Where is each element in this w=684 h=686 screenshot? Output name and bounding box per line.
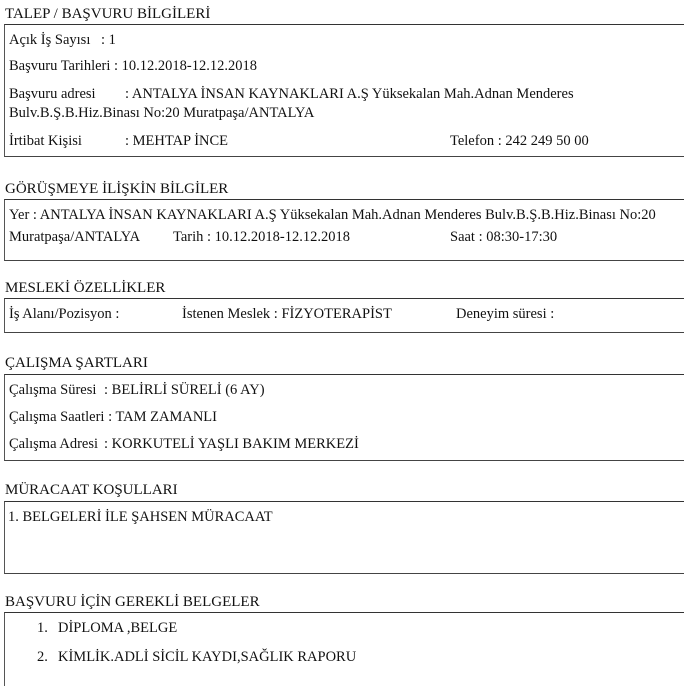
belge-item-text: DİPLOMA ,BELGE — [58, 620, 178, 636]
acik-is-value: : 1 — [101, 32, 116, 48]
basvuru-tarih-row — [9, 58, 257, 75]
belge-item-number: 1. — [37, 620, 48, 636]
telefon: Telefon : 242 249 50 00 — [450, 133, 589, 149]
basvuru-adres-label: Başvuru adresi — [9, 86, 96, 102]
calisma-suresi-label: Çalışma Süresi — [9, 382, 97, 398]
gorusme-box — [4, 199, 684, 261]
section-title-talep: TALEP / BAŞVURU BİLGİLERİ — [5, 6, 211, 22]
section-title-muracaat: MÜRACAAT KOŞULLARI — [5, 482, 178, 498]
deneyim-suresi: Deneyim süresi : — [456, 306, 555, 322]
calisma-box — [4, 374, 684, 461]
istenen-meslek: İstenen Meslek : FİZYOTERAPİST — [182, 306, 392, 322]
calisma-adresi-value: : KORKUTELİ YAŞLI BAKIM MERKEZİ — [104, 436, 359, 452]
acik-is-row — [9, 32, 116, 49]
basvuru-adres-row — [9, 86, 574, 103]
muracaat-box — [4, 501, 684, 574]
calisma-suresi-value: : BELİRLİ SÜRELİ (6 AY) — [104, 382, 265, 398]
belge-item-text: KİMLİK.ADLİ SİCİL KAYDI,SAĞLIK RAPORU — [58, 649, 357, 665]
irtibat-label: İrtibat Kişisi — [9, 133, 82, 149]
basvuru-tarih-label: Başvuru Tarihleri — [9, 58, 111, 74]
irtibat-row — [9, 133, 228, 150]
belge-item-number: 2. — [37, 649, 48, 665]
calisma-saatleri-label: Çalışma Saatleri — [9, 409, 105, 425]
gorusme-yer-1: Yer : ANTALYA İNSAN KAYNAKLARI A.Ş Yüksekalan Mah.Adnan Menderes Bulv.B.Ş.B.Hiz.Binası No:20 — [9, 207, 656, 223]
section-title-mesleki: MESLEKİ ÖZELLİKLER — [5, 280, 166, 296]
mesleki-box — [4, 298, 684, 333]
basvuru-tarih-value: : 10.12.2018-12.12.2018 — [114, 58, 258, 74]
belgeler-box — [4, 612, 684, 686]
calisma-saatleri-row — [9, 409, 217, 426]
section-title-calisma: ÇALIŞMA ŞARTLARI — [5, 355, 148, 371]
section-title-gorusme: GÖRÜŞMEYE İLİŞKİN BİLGİLER — [5, 181, 229, 197]
gorusme-yer-2: Muratpaşa/ANTALYA — [9, 229, 141, 245]
is-alani: İş Alanı/Pozisyon : — [9, 306, 120, 322]
calisma-suresi-row — [9, 382, 265, 399]
gorusme-tarih: Tarih : 10.12.2018-12.12.2018 — [173, 229, 350, 245]
calisma-adresi-row — [9, 436, 359, 453]
muracaat-item-1: 1. BELGELERİ İLE ŞAHSEN MÜRACAAT — [8, 509, 273, 525]
acik-is-label: Açık İş Sayısı — [9, 32, 91, 48]
basvuru-adres-value-2: Bulv.B.Ş.B.Hiz.Binası No:20 Muratpaşa/ANTALYA — [9, 105, 315, 121]
basvuru-adres-row-2 — [9, 105, 314, 122]
talep-box — [4, 24, 684, 157]
section-title-belgeler: BAŞVURU İÇİN GEREKLİ BELGELER — [5, 594, 260, 610]
calisma-adresi-label: Çalışma Adresi — [9, 436, 99, 452]
belge-item — [37, 620, 177, 637]
basvuru-adres-value-1: : ANTALYA İNSAN KAYNAKLARI A.Ş Yüksekalan Mah.Adnan Menderes — [125, 86, 574, 102]
calisma-saatleri-value: : TAM ZAMANLI — [108, 409, 217, 425]
irtibat-value: : MEHTAP İNCE — [125, 133, 229, 149]
gorusme-saat: Saat : 08:30-17:30 — [450, 229, 558, 245]
belge-item — [37, 649, 356, 666]
